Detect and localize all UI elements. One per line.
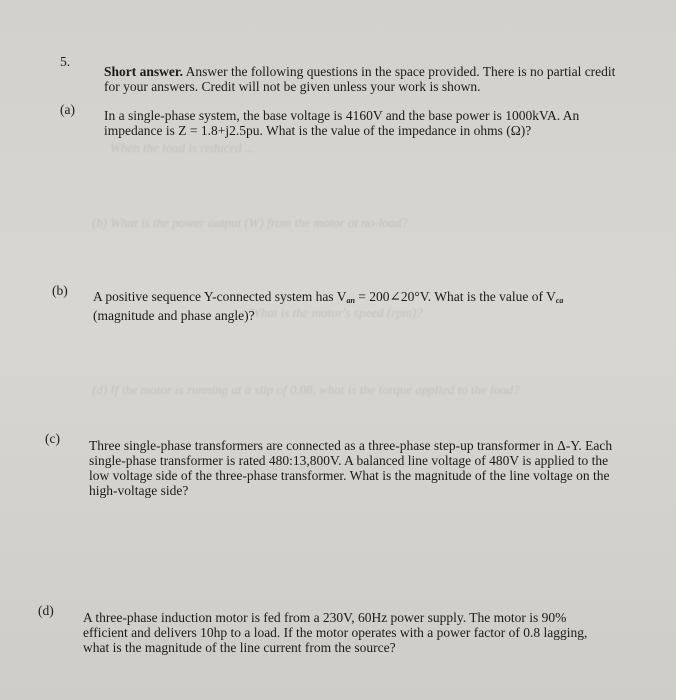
question-instructions: Answer the following questions in the space provided. There is no partial credit for your answers. Credit will not be given unless your work is shown. [104, 64, 616, 94]
part-d-text [83, 610, 643, 655]
part-c-text [89, 438, 649, 498]
part-d-line: what is the magnitude of the line current from the source? [83, 640, 396, 655]
part-a-line: impedance is Z = 1.8+j2.5pu. What is the value of the impedance in ohms (Ω)? [104, 123, 532, 138]
part-b-text [93, 289, 633, 323]
part-c-line: low voltage side of the three-phase transformer. What is the magnitude of the line voltage on the [89, 468, 610, 483]
part-a-label: (a) [60, 102, 75, 117]
part-d-label: (d) [38, 603, 54, 618]
bleed-through-text: (d) If the motor is running at a slip of 0.08, what is the torque applied to the load? [92, 382, 520, 397]
part-c-line: Three single-phase transformers are connected as a three-phase step-up transformer in Δ-Y. Each [89, 438, 613, 453]
part-d-line: efficient and delivers 10hp to a load. If the motor operates with a power factor of 0.8 lagging, [83, 625, 588, 640]
part-d-line: A three-phase induction motor is fed from a 230V, 60Hz power supply. The motor is 90% [83, 610, 567, 625]
question-heading: Short answer. [104, 64, 184, 79]
part-c-line: single-phase transformer is rated 480:13,800V. A balanced line voltage of 480V is applied to the [89, 453, 609, 468]
bleed-through-text: When the load is reduced ... [110, 140, 255, 155]
part-b-label: (b) [52, 283, 68, 298]
part-b-line: A positive sequence Y-connected system has $V_{an}$ = 200∠20°V. What is the value of $V_{ca}$ [93, 289, 564, 305]
bleed-through-text: What is the motor's speed (rpm)? [250, 305, 423, 320]
part-b-line: (magnitude and phase angle)? [93, 308, 255, 323]
part-a-line: In a single-phase system, the base voltage is 4160V and the base power is 1000kVA. An [104, 108, 580, 123]
part-c-label: (c) [45, 431, 60, 446]
part-a-text [104, 108, 624, 138]
part-c-line: high-voltage side? [89, 483, 189, 498]
bleed-through-text: (b) What is the power output (W) from the motor at no-load? [92, 215, 409, 230]
question-intro [104, 64, 624, 94]
question-number: 5. [60, 54, 71, 69]
